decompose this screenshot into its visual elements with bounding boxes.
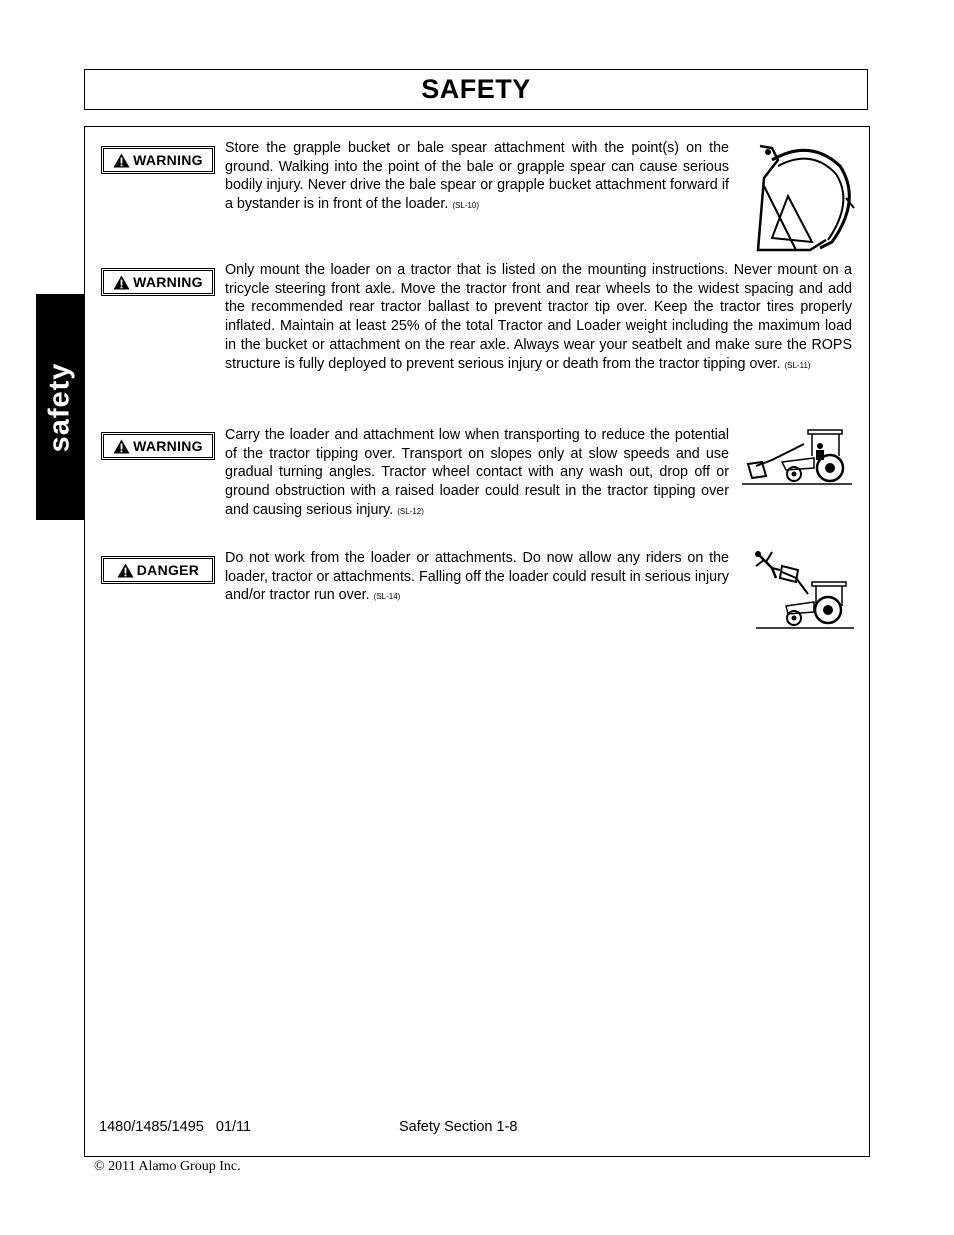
grapple-bucket-icon bbox=[750, 138, 858, 254]
badge-label: WARNING bbox=[133, 438, 203, 454]
danger-text: Do not work from the loader or attachments. Do now allow any riders on the loader, tractor or attachments. Falling off the loader could result in serious injury and/or tractor run over. (SL-14) bbox=[225, 550, 729, 604]
footer-model: 1480/1485/1495 01/11 bbox=[99, 1119, 252, 1135]
warning-triangle-icon bbox=[113, 439, 130, 454]
copyright: © 2011 Alamo Group Inc. bbox=[94, 1159, 241, 1174]
warning-badge bbox=[101, 432, 215, 460]
warning-triangle-icon bbox=[117, 563, 134, 578]
side-tab-label: safety bbox=[43, 362, 76, 452]
header-box bbox=[84, 69, 868, 110]
safety-code: (SL-11) bbox=[784, 360, 811, 370]
tractor-rider-falling-icon bbox=[752, 548, 856, 632]
warning-triangle-icon bbox=[113, 275, 130, 290]
badge-label: WARNING bbox=[133, 152, 203, 168]
badge-label: DANGER bbox=[136, 562, 200, 578]
warning-badge bbox=[101, 146, 215, 174]
warning-badge bbox=[101, 268, 215, 296]
tractor-loader-low-icon bbox=[742, 426, 854, 488]
danger-badge bbox=[101, 556, 215, 584]
safety-code: (SL-12) bbox=[397, 506, 424, 516]
warning-text: Store the grapple bucket or bale spear attachment with the point(s) on the ground. Walking into the point of the bale or grapple spear can cause serious bodily injury. Never drive the bale spear or grapple bucket attachment forward if a bystander is in front of the loader. (SL-10) bbox=[225, 140, 729, 213]
badge-label: WARNING bbox=[133, 274, 203, 290]
warning-text: Only mount the loader on a tractor that is listed on the mounting instructions. Never mount on a tricycle steering front axle. Move the tractor front and rear wheels to the widest spacing and add the recommended rear tractor ballast to prevent tractor tip over. Keep the tractor tires properly inflated. Maintain at least 25% of the total Tractor and Loader weight including the maximum load in the bucket or attachment on the rear axle. Always wear your seatbelt and make sure the ROPS structure is fully deployed to prevent serious injury or death from the tractor tipping over. (SL-11) bbox=[225, 262, 852, 372]
side-tab bbox=[36, 294, 84, 520]
safety-code: (SL-10) bbox=[452, 201, 479, 211]
footer-section: Safety Section 1-8 bbox=[399, 1119, 518, 1135]
warning-triangle-icon bbox=[113, 153, 130, 168]
safety-code: (SL-14) bbox=[373, 592, 401, 602]
warning-text: Carry the loader and attachment low when transporting to reduce the potential of the tractor tipping over. Transport on slopes only at slow speeds and use gradual turning angles. Tractor wheel contact with any wash out, drop off or ground obstruction with a raised loader could result in the tractor tipping over and causing serious injury. (SL-12) bbox=[225, 427, 729, 518]
page-title: SAFETY bbox=[421, 74, 531, 104]
